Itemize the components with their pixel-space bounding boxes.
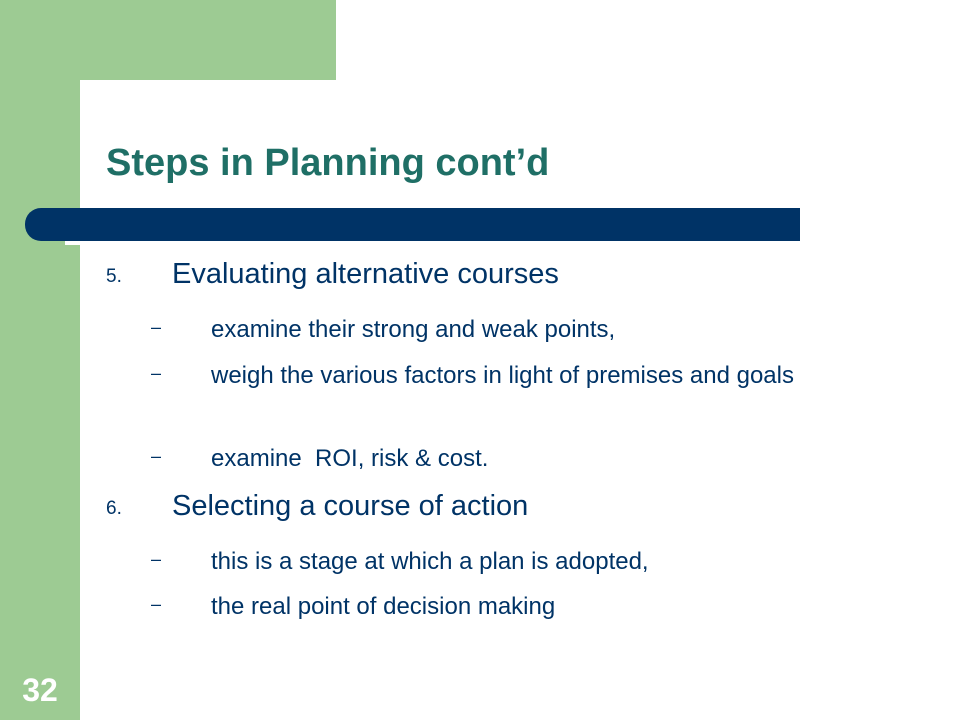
slide-title: Steps in Planning cont’d	[106, 142, 550, 184]
rule-notch	[65, 241, 85, 245]
item-heading: Evaluating alternative courses	[172, 258, 559, 290]
dash-bullet: –	[151, 446, 162, 466]
sub-item-text: examine their strong and weak points,	[211, 316, 616, 343]
title-rule-bar	[25, 208, 800, 241]
dash-bullet: –	[151, 317, 162, 337]
sub-item-text: examine ROI, risk & cost.	[211, 445, 489, 472]
sub-item-text: the real point of decision making	[211, 593, 556, 620]
page-number: 32	[22, 672, 58, 708]
dash-bullet: –	[151, 594, 162, 614]
sub-item-text: this is a stage at which a plan is adopted,	[211, 548, 649, 575]
left-accent-band	[0, 0, 80, 720]
sub-item-text: weigh the various factors in light of premises and goals	[211, 362, 794, 389]
item-number: 6.	[106, 498, 122, 519]
dash-bullet: –	[151, 549, 162, 569]
dash-bullet: –	[151, 363, 162, 383]
item-number: 5.	[106, 266, 122, 287]
top-accent-block	[80, 0, 336, 80]
item-heading: Selecting a course of action	[172, 490, 529, 522]
